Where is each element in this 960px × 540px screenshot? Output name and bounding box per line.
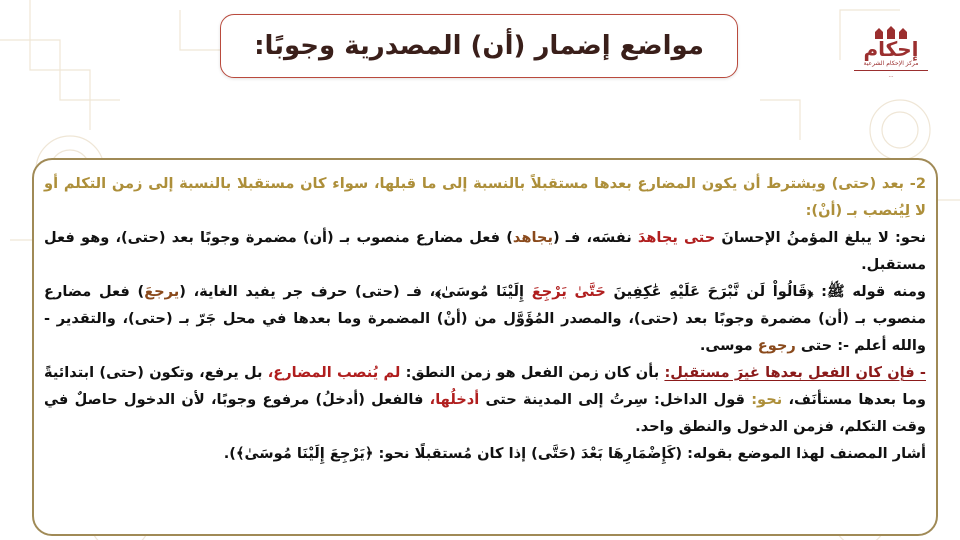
highlight-not-accusative: لم يُنصب المضارع، — [267, 364, 401, 381]
condition-text: 2- بعد (حتى) ويشترط أن يكون المضارع بعدها مستقبلاً بالنسبة إلى ما قبلها، سواء كان مستقبلا بالنسبة إلى زمن التكلم أو لا لِيُنصب بـ (أنْ): — [44, 175, 926, 219]
highlight-rujoo: رجوع — [757, 337, 796, 354]
text-span: ومنه قوله ﷺ: ﴿قَالُواْ لَن نَّبْرَحَ عَلَيْهِ عَٰكِفِينَ — [605, 283, 926, 300]
slide-title: مواضع إضمار (أن) المصدرية وجوبًا: — [254, 31, 704, 61]
exception-heading: - فإن كان الفعل بعدها غيرَ مستقبل: — [664, 364, 926, 381]
paragraph-example-1 — [44, 224, 926, 278]
text-span: موسى. — [699, 337, 758, 354]
text-span: ) فعل مضارع منصوب بـ (أن) مضمرة وجوبًا بعد (حتى)، والمصدر المُؤَوَّل من (أنْ) المضمرة وما بعدها في محل جَرّ بـ (حتى)، والتقدير - والله أعلم -: حتى — [44, 283, 926, 354]
text-span: قول الداخل: سِرتُ إلى المدينة حتى — [479, 391, 752, 408]
text-span: بأن كان زمن الفعل هو زمن النطق: — [400, 364, 665, 381]
content-box — [32, 158, 938, 536]
text-span: ) فعل مضارع منصوب بـ (أن) مضمرة وجوبًا بعد (حتى)، وهو فعل مستقبل. — [44, 229, 926, 273]
highlight-adkhuluha: أدخلُها، — [429, 391, 480, 408]
highlight-yarjia: يرجعَ — [144, 283, 180, 300]
paragraph-author-reference — [44, 440, 926, 467]
logo-subtitle: مركز الإحكام الشرعية — [863, 60, 919, 67]
paragraph-example-2 — [44, 278, 926, 359]
highlight-example-label: نحو: — [751, 391, 783, 408]
text-span: فالفعل (أدخلُ) مرفوع وجوبًا، لأن الدخول حاصلٌ في وقت التكلم، فزمن الدخول والنطق واحد. — [44, 391, 926, 435]
logo — [846, 26, 936, 94]
title-box — [220, 14, 738, 78]
logo-divider — [854, 70, 928, 71]
paragraph-condition — [44, 170, 926, 224]
highlight-yujahid: يجاهد — [512, 229, 553, 246]
text-span: إِلَيْنَا مُوسَىٰ﴾، فـ (حتى) حرف جر يفيد الغاية، ( — [179, 283, 532, 300]
text-span: أشار المصنف لهذا الموضع بقوله: (كَإِضْمَارِهَا بَعْدَ (حَتَّى) إذا كان مُستقبلًا نحو: ﴿يَرْجِعَ إِلَيْنَا مُوسَىٰ﴾). — [223, 445, 926, 462]
text-span: نحو: لا يبلغ المؤمنُ الإحسانَ — [715, 229, 926, 246]
content-text — [44, 170, 926, 467]
highlight-hatta-yarjia: حَتَّىٰ يَرْجِعَ — [531, 283, 606, 300]
text-span: نفسَه، فـ ( — [552, 229, 638, 246]
logo-tagline: ... — [888, 73, 894, 80]
paragraph-exception — [44, 359, 926, 440]
highlight-hatta-yujahid: حتى يجاهدَ — [637, 229, 716, 246]
logo-name: إحكام — [863, 37, 919, 61]
text-span: بل يرفع، وتكون (حتى) ابتدائيةً وما بعدها مستأنَف، — [44, 364, 926, 408]
